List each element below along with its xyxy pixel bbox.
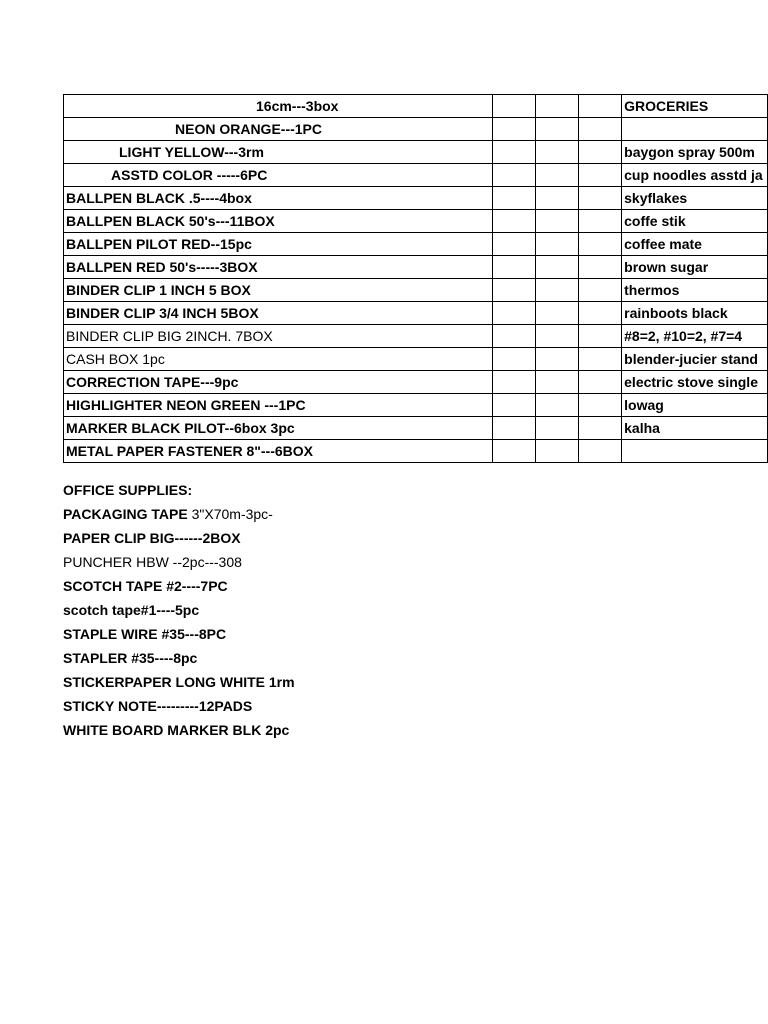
list-item-puncher[interactable]: PUNCHER HBW --2pc---308 bbox=[63, 554, 242, 570]
inventory-table bbox=[63, 94, 768, 463]
table-cell-item[interactable]: BINDER CLIP 1 INCH 5 BOX bbox=[64, 279, 493, 302]
table-row bbox=[64, 256, 768, 279]
table-row bbox=[64, 348, 768, 371]
table-cell-empty[interactable] bbox=[536, 141, 579, 164]
table-cell-empty[interactable] bbox=[578, 256, 621, 279]
table-cell-empty[interactable] bbox=[536, 371, 579, 394]
list-item-office-supplies[interactable]: OFFICE SUPPLIES: bbox=[63, 482, 193, 498]
table-cell-groceries[interactable] bbox=[622, 440, 768, 463]
table-cell-empty[interactable] bbox=[578, 95, 621, 118]
table-cell-groceries[interactable]: electric stove single bbox=[622, 371, 768, 394]
supplies-list bbox=[63, 478, 295, 742]
table-cell-empty[interactable] bbox=[536, 348, 579, 371]
table-cell-empty[interactable] bbox=[493, 348, 536, 371]
table-cell-empty[interactable] bbox=[578, 141, 621, 164]
table-cell-empty[interactable] bbox=[493, 417, 536, 440]
table-cell-empty[interactable] bbox=[536, 279, 579, 302]
table-cell-item[interactable]: CASH BOX 1pc bbox=[64, 348, 493, 371]
packaging-tape-label: PACKAGING TAPE bbox=[63, 506, 192, 522]
table-cell-groceries[interactable]: GROCERIES bbox=[622, 95, 768, 118]
table-row bbox=[64, 302, 768, 325]
table-cell-item[interactable]: 16cm---3box bbox=[64, 95, 493, 118]
table-cell-empty[interactable] bbox=[578, 210, 621, 233]
table-cell-empty[interactable] bbox=[493, 302, 536, 325]
table-cell-groceries[interactable]: lowag bbox=[622, 394, 768, 417]
list-item-sticky-note[interactable]: STICKY NOTE---------12PADS bbox=[63, 698, 253, 714]
table-cell-empty[interactable] bbox=[578, 187, 621, 210]
table-row bbox=[64, 417, 768, 440]
table-cell-empty[interactable] bbox=[493, 164, 536, 187]
table-row bbox=[64, 210, 768, 233]
table-cell-empty[interactable] bbox=[493, 141, 536, 164]
list-item-scotch-tape-2[interactable]: SCOTCH TAPE #2----7PC bbox=[63, 578, 228, 594]
table-cell-empty[interactable] bbox=[578, 164, 621, 187]
table-cell-item[interactable]: BINDER CLIP 3/4 INCH 5BOX bbox=[64, 302, 493, 325]
table-cell-empty[interactable] bbox=[493, 440, 536, 463]
table-row bbox=[64, 371, 768, 394]
table-cell-empty[interactable] bbox=[536, 394, 579, 417]
table-cell-empty[interactable] bbox=[493, 233, 536, 256]
table-row bbox=[64, 118, 768, 141]
table-cell-empty[interactable] bbox=[493, 371, 536, 394]
table-row bbox=[64, 233, 768, 256]
table-cell-empty[interactable] bbox=[536, 210, 579, 233]
table-cell-groceries[interactable]: coffe stik bbox=[622, 210, 768, 233]
table-cell-item[interactable]: HIGHLIGHTER NEON GREEN ---1PC bbox=[64, 394, 493, 417]
list-item-packaging-tape[interactable] bbox=[63, 502, 295, 526]
table-row bbox=[64, 141, 768, 164]
packaging-tape-value: 3"X70m-3pc- bbox=[191, 506, 273, 522]
table-cell-empty[interactable] bbox=[536, 325, 579, 348]
table-cell-empty[interactable] bbox=[578, 279, 621, 302]
table-cell-empty[interactable] bbox=[536, 95, 579, 118]
table-cell-groceries[interactable]: kalha bbox=[622, 417, 768, 440]
table-cell-empty[interactable] bbox=[493, 279, 536, 302]
table-cell-item[interactable]: BALLPEN BLACK .5----4box bbox=[64, 187, 493, 210]
table-cell-empty[interactable] bbox=[578, 325, 621, 348]
table-cell-empty[interactable] bbox=[536, 440, 579, 463]
table-row bbox=[64, 440, 768, 463]
table-cell-empty[interactable] bbox=[578, 371, 621, 394]
table-cell-empty[interactable] bbox=[493, 256, 536, 279]
table-cell-item[interactable]: NEON ORANGE---1PC bbox=[64, 118, 493, 141]
table-cell-empty[interactable] bbox=[578, 233, 621, 256]
table-cell-item[interactable]: BALLPEN PILOT RED--15pc bbox=[64, 233, 493, 256]
table-cell-empty[interactable] bbox=[578, 302, 621, 325]
table-cell-item[interactable]: LIGHT YELLOW---3rm bbox=[64, 141, 493, 164]
table-cell-empty[interactable] bbox=[536, 187, 579, 210]
table-row bbox=[64, 279, 768, 302]
table-cell-empty[interactable] bbox=[578, 118, 621, 141]
table-cell-empty[interactable] bbox=[493, 95, 536, 118]
table-row bbox=[64, 187, 768, 210]
table-cell-empty[interactable] bbox=[536, 164, 579, 187]
table-cell-empty[interactable] bbox=[493, 118, 536, 141]
table-row bbox=[64, 325, 768, 348]
table-cell-empty[interactable] bbox=[493, 394, 536, 417]
table-cell-groceries[interactable]: thermos bbox=[622, 279, 768, 302]
table-cell-groceries[interactable]: rainboots black bbox=[622, 302, 768, 325]
table-cell-item[interactable]: MARKER BLACK PILOT--6box 3pc bbox=[64, 417, 493, 440]
table-cell-groceries[interactable]: brown sugar bbox=[622, 256, 768, 279]
table-cell-empty[interactable] bbox=[578, 417, 621, 440]
table-cell-empty[interactable] bbox=[493, 187, 536, 210]
list-item-paper-clip[interactable]: PAPER CLIP BIG------2BOX bbox=[63, 530, 241, 546]
list-item-stapler[interactable]: STAPLER #35----8pc bbox=[63, 650, 198, 666]
table-cell-empty[interactable] bbox=[493, 325, 536, 348]
table-cell-empty[interactable] bbox=[578, 394, 621, 417]
table-cell-empty[interactable] bbox=[536, 302, 579, 325]
table-cell-groceries[interactable]: blender-jucier stand bbox=[622, 348, 768, 371]
list-item-staple-wire[interactable]: STAPLE WIRE #35---8PC bbox=[63, 626, 227, 642]
list-item-scotch-tape-1[interactable]: scotch tape#1----5pc bbox=[63, 602, 200, 618]
list-item-whiteboard-marker[interactable]: WHITE BOARD MARKER BLK 2pc bbox=[63, 722, 290, 738]
table-cell-empty[interactable] bbox=[493, 210, 536, 233]
table-row bbox=[64, 394, 768, 417]
table-cell-item[interactable]: CORRECTION TAPE---9pc bbox=[64, 371, 493, 394]
table-cell-groceries[interactable]: baygon spray 500m bbox=[622, 141, 768, 164]
list-item-stickerpaper[interactable]: STICKERPAPER LONG WHITE 1rm bbox=[63, 674, 295, 690]
table-cell-groceries[interactable] bbox=[622, 118, 768, 141]
table-cell-item[interactable]: BALLPEN RED 50's-----3BOX bbox=[64, 256, 493, 279]
table-cell-empty[interactable] bbox=[578, 348, 621, 371]
table-row bbox=[64, 95, 768, 118]
table-cell-empty[interactable] bbox=[536, 417, 579, 440]
table-cell-empty[interactable] bbox=[578, 440, 621, 463]
table-cell-groceries[interactable]: skyflakes bbox=[622, 187, 768, 210]
table-cell-item[interactable]: METAL PAPER FASTENER 8"---6BOX bbox=[64, 440, 493, 463]
table-row bbox=[64, 164, 768, 187]
table-cell-item[interactable]: BINDER CLIP BIG 2INCH. 7BOX bbox=[64, 325, 493, 348]
table-cell-item[interactable]: BALLPEN BLACK 50's---11BOX bbox=[64, 210, 493, 233]
table-cell-groceries[interactable]: cup noodles asstd ja bbox=[622, 164, 768, 187]
table-cell-item[interactable]: ASSTD COLOR -----6PC bbox=[64, 164, 493, 187]
table-cell-empty[interactable] bbox=[536, 256, 579, 279]
table-cell-groceries[interactable]: #8=2, #10=2, #7=4 bbox=[622, 325, 768, 348]
table-cell-empty[interactable] bbox=[536, 233, 579, 256]
table-cell-empty[interactable] bbox=[536, 118, 579, 141]
table-cell-groceries[interactable]: coffee mate bbox=[622, 233, 768, 256]
